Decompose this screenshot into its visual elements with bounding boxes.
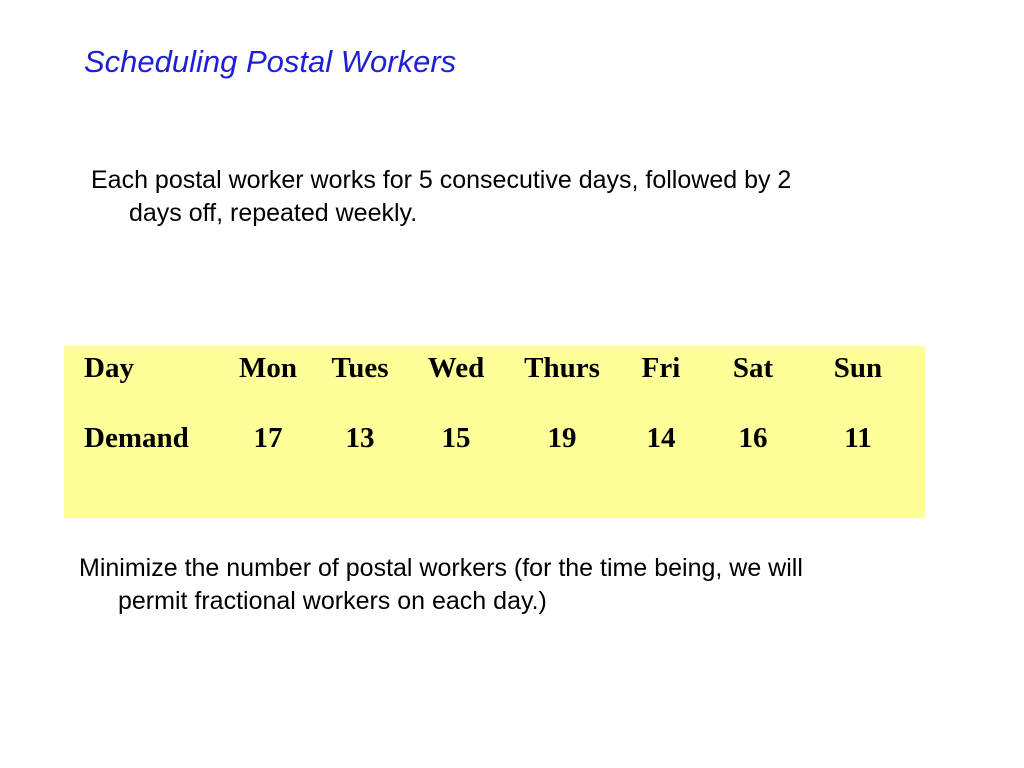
day-label: Tues bbox=[331, 352, 389, 384]
demand-value: 16 bbox=[738, 422, 768, 454]
demand-value: 19 bbox=[547, 422, 577, 454]
day-label: Wed bbox=[427, 352, 485, 384]
demand-value: 17 bbox=[253, 422, 283, 454]
description-line-1: Each postal worker works for 5 consecutive days, followed by 2 bbox=[91, 166, 792, 194]
day-label: Thurs bbox=[524, 352, 600, 384]
demand-value: 13 bbox=[345, 422, 375, 454]
worker-schedule-description bbox=[91, 164, 791, 230]
demand-value: 14 bbox=[646, 422, 676, 454]
row-label-day: Day bbox=[84, 352, 134, 384]
demand-value: 15 bbox=[441, 422, 471, 454]
demand-table-box bbox=[64, 346, 925, 518]
day-label: Sat bbox=[732, 352, 774, 384]
slide-title: Scheduling Postal Workers bbox=[84, 44, 457, 79]
day-label: Sun bbox=[833, 352, 883, 384]
objective-line-1: Minimize the number of postal workers (for the time being, we will bbox=[79, 554, 803, 582]
day-label: Mon bbox=[239, 352, 297, 384]
description-line-2: days off, repeated weekly. bbox=[129, 199, 418, 227]
table-row-demand bbox=[64, 418, 925, 458]
row-label-demand: Demand bbox=[84, 422, 189, 454]
demand-value: 11 bbox=[844, 422, 872, 454]
day-label: Fri bbox=[641, 352, 681, 384]
objective-line-2: permit fractional workers on each day.) bbox=[118, 587, 547, 615]
table-row-day bbox=[64, 348, 925, 388]
objective-description bbox=[79, 552, 803, 618]
